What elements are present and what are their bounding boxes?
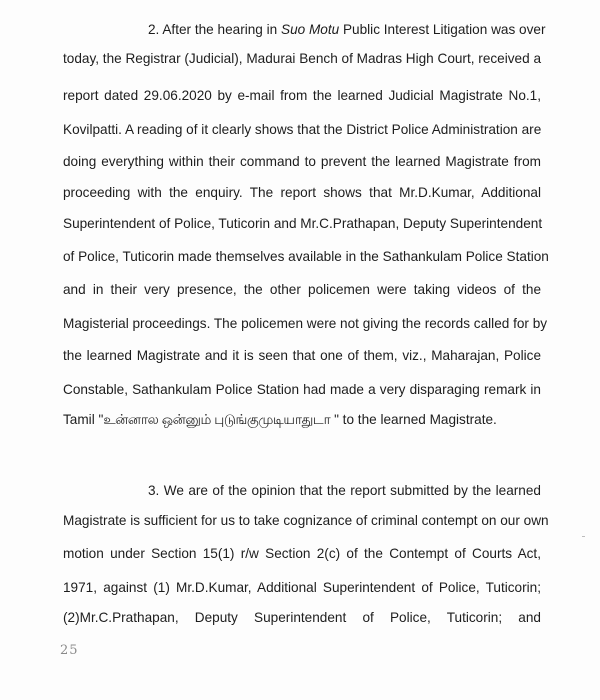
para-2-line-13: Tamil "உன்னால ஒன்னும் புடுங்குமுடியாதுடா " to the learned Magistrate.	[63, 412, 497, 427]
para-2-line-1: 2. After the hearing in Suo Motu Public Interest Litigation was over	[148, 22, 546, 37]
para-3-line-4: 1971, against (1) Mr.D.Kumar, Additional Superintendent of Police, Tuticorin;	[63, 580, 541, 595]
para-2-line-9: and in their very presence, the other policemen were taking videos of the	[63, 282, 541, 297]
page-number: 25	[60, 643, 79, 658]
para-3-line-1: 3. We are of the opinion that the report submitted by the learned	[148, 483, 541, 498]
para-2-line-2: today, the Registrar (Judicial), Madurai Bench of Madras High Court, received a	[63, 51, 542, 66]
para-2-line-6: proceeding with the enquiry. The report shows that Mr.D.Kumar, Additional	[63, 185, 541, 200]
para-2-line-5: doing everything within their command to prevent the learned Magistrate from	[63, 154, 541, 169]
para-2-line-7: Superintendent of Police, Tuticorin and Mr.C.Prathapan, Deputy Superintendent	[63, 216, 543, 231]
para-2-line-12: Constable, Sathankulam Police Station had made a very disparaging remark in	[63, 382, 541, 397]
para-3-line-3: motion under Section 15(1) r/w Section 2(c) of the Contempt of Courts Act,	[63, 546, 541, 561]
para-2-line-4: Kovilpatti. A reading of it clearly shows that the District Police Administration are	[63, 122, 542, 137]
para-3-line-5: (2)Mr.C.Prathapan, Deputy Superintendent of Police, Tuticorin; and	[63, 610, 541, 625]
para-2-line-3: report dated 29.06.2020 by e-mail from the learned Judicial Magistrate No.1,	[63, 88, 541, 103]
para-3-line-2: Magistrate is sufficient for us to take cognizance of criminal contempt on our own	[63, 513, 549, 528]
scan-artifact	[582, 536, 585, 537]
tamil-quote: உன்னால ஒன்னும் புடுங்குமுடியாதுடா	[103, 412, 331, 427]
para-2-line-8: of Police, Tuticorin made themselves available in the Sathankulam Police Station	[63, 249, 549, 264]
para-2-line-10: Magisterial proceedings. The policemen were not giving the records called for by	[63, 316, 548, 331]
para-2-line-11: the learned Magistrate and it is seen that one of them, viz., Maharajan, Police	[63, 348, 541, 363]
